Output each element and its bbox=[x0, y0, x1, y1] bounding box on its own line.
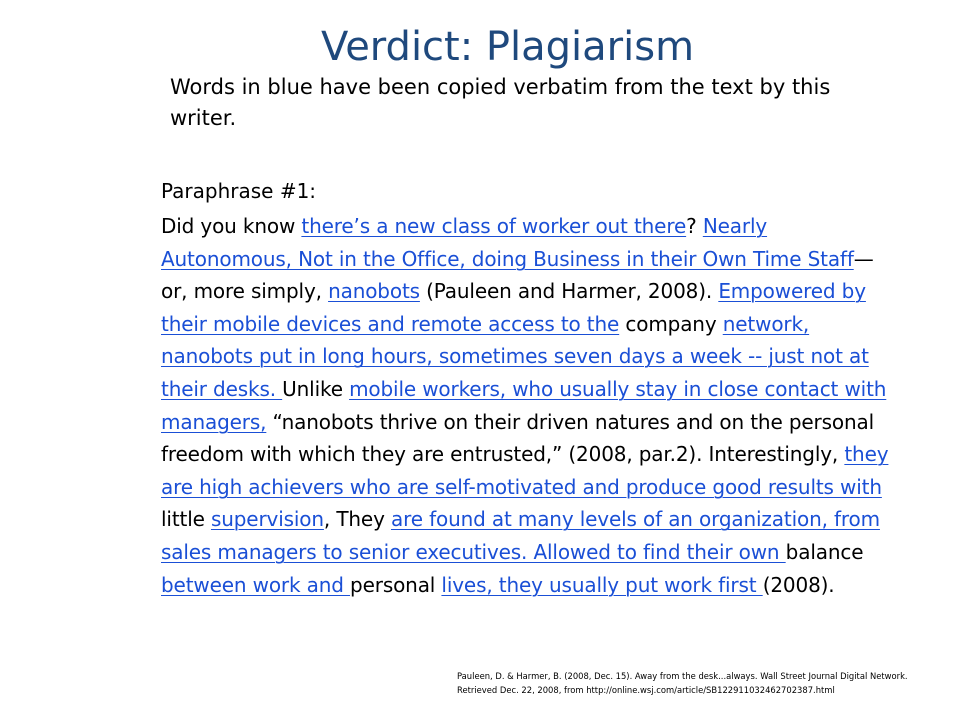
citation-line-1: Pauleen, D. & Harmer, B. (2008, Dec. 15). Away from the desk...always. Wall Street Journal Digital Network. bbox=[457, 671, 908, 681]
copied-text-segment: mobile workers, who usually stay in close contact with managers, bbox=[161, 376, 887, 434]
original-text-segment: , They bbox=[323, 507, 391, 532]
copied-text-segment: Nearly Autonomous, Not in the Office, doing Business in their Own Time Staff bbox=[161, 214, 854, 271]
copied-text-segment: lives, they usually put work first bbox=[441, 572, 763, 597]
copied-text-segment: network, nanobots put in long hours, sometimes seven days a week -- just not at their desks. bbox=[161, 311, 869, 401]
original-text-segment: Unlike bbox=[282, 376, 350, 401]
original-text-segment: (2008). bbox=[762, 572, 835, 597]
copied-text-segment: are found at many levels of an organization, from sales managers to senior executives. Allowed to find their own bbox=[161, 507, 880, 564]
original-text-segment: little bbox=[161, 507, 211, 532]
slide-subtitle: Words in blue have been copied verbatim from the text by this writer. bbox=[170, 75, 831, 130]
original-text-segment: “nanobots thrive on their driven natures and on the personal freedom with which they are entrusted,” (2008, par.2). Interestingly, bbox=[161, 409, 874, 467]
citation bbox=[457, 669, 947, 697]
original-text-segment: (Pauleen and Harmer, 2008). bbox=[419, 279, 719, 304]
original-text-segment: company bbox=[619, 311, 723, 336]
copied-text-segment: between work and bbox=[161, 572, 351, 597]
copied-text-segment: they are high achievers who are self-motivated and produce good results with bbox=[161, 442, 889, 499]
slide-title: Verdict: Plagiarism bbox=[320, 24, 695, 70]
original-text-segment: balance bbox=[785, 539, 864, 564]
copied-text-segment: supervision bbox=[210, 507, 324, 532]
paraphrase-heading: Paraphrase #1: bbox=[161, 179, 317, 203]
copied-text-segment: there’s a new class of worker out there bbox=[301, 214, 687, 238]
original-text-segment: ? bbox=[686, 214, 703, 238]
original-text-segment: personal bbox=[350, 572, 442, 597]
original-text-segment: —or, more simply, bbox=[161, 246, 874, 304]
paraphrase-body bbox=[161, 210, 891, 601]
original-text-segment: Did you know bbox=[161, 214, 302, 238]
copied-text-segment: Empowered by their mobile devices and remote access to the bbox=[161, 279, 866, 336]
copied-text-segment: nanobots bbox=[328, 279, 420, 304]
citation-line-2: Retrieved Dec. 22, 2008, from http://online.wsj.com/article/SB122911032462702387.html bbox=[457, 685, 835, 695]
